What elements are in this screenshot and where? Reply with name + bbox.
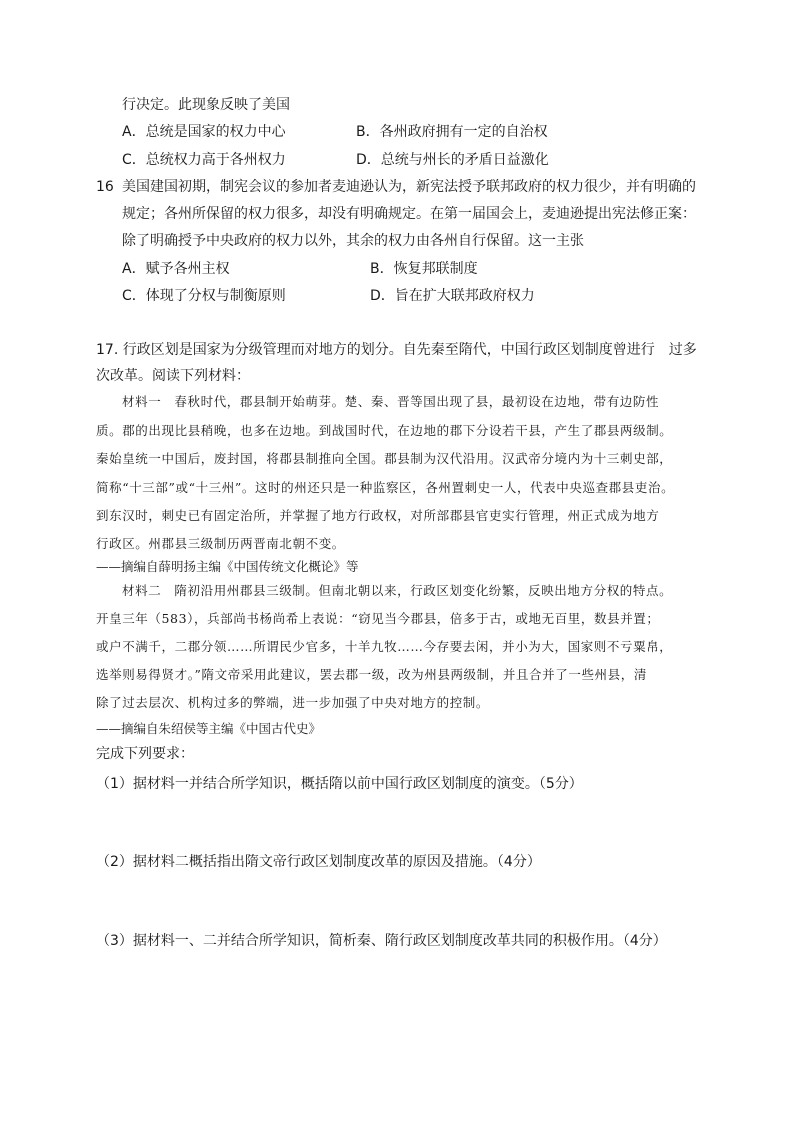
q16-option-a[interactable]: A．赋予各州主权 — [122, 261, 230, 277]
material-2-source: ——摘编自朱绍侯等主编《中国古代史》 — [96, 721, 322, 736]
material-2-line: 开皇三年（583），兵部尚书杨尚希上表说：“窃见当今郡县，倍多于古，或地无百里，数县并置； — [96, 611, 660, 626]
q16-option-d[interactable]: D．旨在扩大联邦政府权力 — [370, 288, 535, 304]
material-1-line: 材料一 春秋时代，郡县制开始萌芽。楚、秦、晋等国出现了县，最初设在边地，带有边防性 — [122, 394, 660, 409]
q15-option-a[interactable]: A．总统是国家的权力中心 — [122, 124, 286, 140]
sub-question-3: （3）据材料一、二并结合所学知识，简析秦、隋行政区划制度改革共同的积极作用。（4分） — [96, 933, 667, 949]
q15-option-c[interactable]: C．总统权力高于各州权力 — [122, 152, 286, 168]
sub-question-1: （1）据材料一并结合所学知识，概括隋以前中国行政区划制度的演变。（5分） — [96, 776, 583, 792]
material-2-line: 除了过去层次、机构过多的弊端，进一步加强了中央对地方的控制。 — [96, 695, 490, 710]
material-1-line: 秦始皇统一中国后，废封国，将郡县制推向全国。郡县制为汉代沿用。汉武帝分境内为十三刺史部， — [96, 451, 673, 466]
q17-intro-line: 次改革。阅读下列材料： — [96, 368, 250, 384]
material-2-line: 选举则易得贤才。”隋文帝采用此建议，罢去郡一级，改为州县两级制，并且合并了一些州县，清 — [96, 667, 647, 682]
requirements-heading: 完成下列要求： — [96, 746, 194, 762]
material-2-line: 材料二 隋初沿用州郡县三级制。但南北朝以来，行政区划变化纷繁，反映出地方分权的特点。 — [122, 583, 673, 598]
q17-intro-line: 17. 行政区划是国家为分级管理而对地方的划分。自先秦至隋代，中国行政区划制度曾进行 过多 — [96, 342, 697, 358]
sub-question-2: （2）据材料二概括指出隋文帝行政区划制度改革的原因及措施。（4分） — [96, 854, 541, 870]
material-1-source: ——摘编自薛明扬主编《中国传统文化概论》等 — [96, 559, 359, 574]
material-2-line: 或户不满千，二郡分领……所谓民少官多，十羊九牧……今存要去闲，并小为大，国家则不亏粟帛， — [96, 639, 673, 654]
material-1-line: 到东汉时，刺史已有固定治所，并掌握了地方行政权，对所部郡县官吏实行管理，州正式成为地方 — [96, 508, 660, 523]
material-1-line: 质。郡的出现比县稍晚，也多在边地。到战国时代，在边地的郡下分设若干县，产生了郡县两级制。 — [96, 423, 673, 438]
material-1-line: 简称“十三部”或“十三州”。这时的州还只是一种监察区，各州置刺史一人，代表中央巡查郡县吏治。 — [96, 480, 675, 495]
q15-option-b[interactable]: B．各州政府拥有一定的自治权 — [356, 124, 548, 140]
q16-option-b[interactable]: B．恢复邦联制度 — [370, 261, 478, 277]
q16-stem-line: 规定；各州所保留的权力很多，却没有明确规定。在第一届国会上，麦迪逊提出宪法修正案： — [122, 206, 696, 222]
q16-stem-line: 除了明确授予中央政府的权力以外，其余的权力由各州自行保留。这一主张 — [122, 233, 584, 249]
q16-stem-line: 美国建国初期，制宪会议的参加者麦迪逊认为，新宪法授予联邦政府的权力很少，并有明确的 — [122, 179, 696, 195]
q15-stem-tail: 行决定。此现象反映了美国 — [122, 97, 290, 113]
q16-option-c[interactable]: C．体现了分权与制衡原则 — [122, 288, 286, 304]
q15-option-d[interactable]: D．总统与州长的矛盾日益激化 — [356, 152, 549, 168]
material-1-line: 行政区。州郡县三级制历两晋南北朝不变。 — [96, 536, 345, 551]
q16-number: 16 — [96, 179, 114, 195]
